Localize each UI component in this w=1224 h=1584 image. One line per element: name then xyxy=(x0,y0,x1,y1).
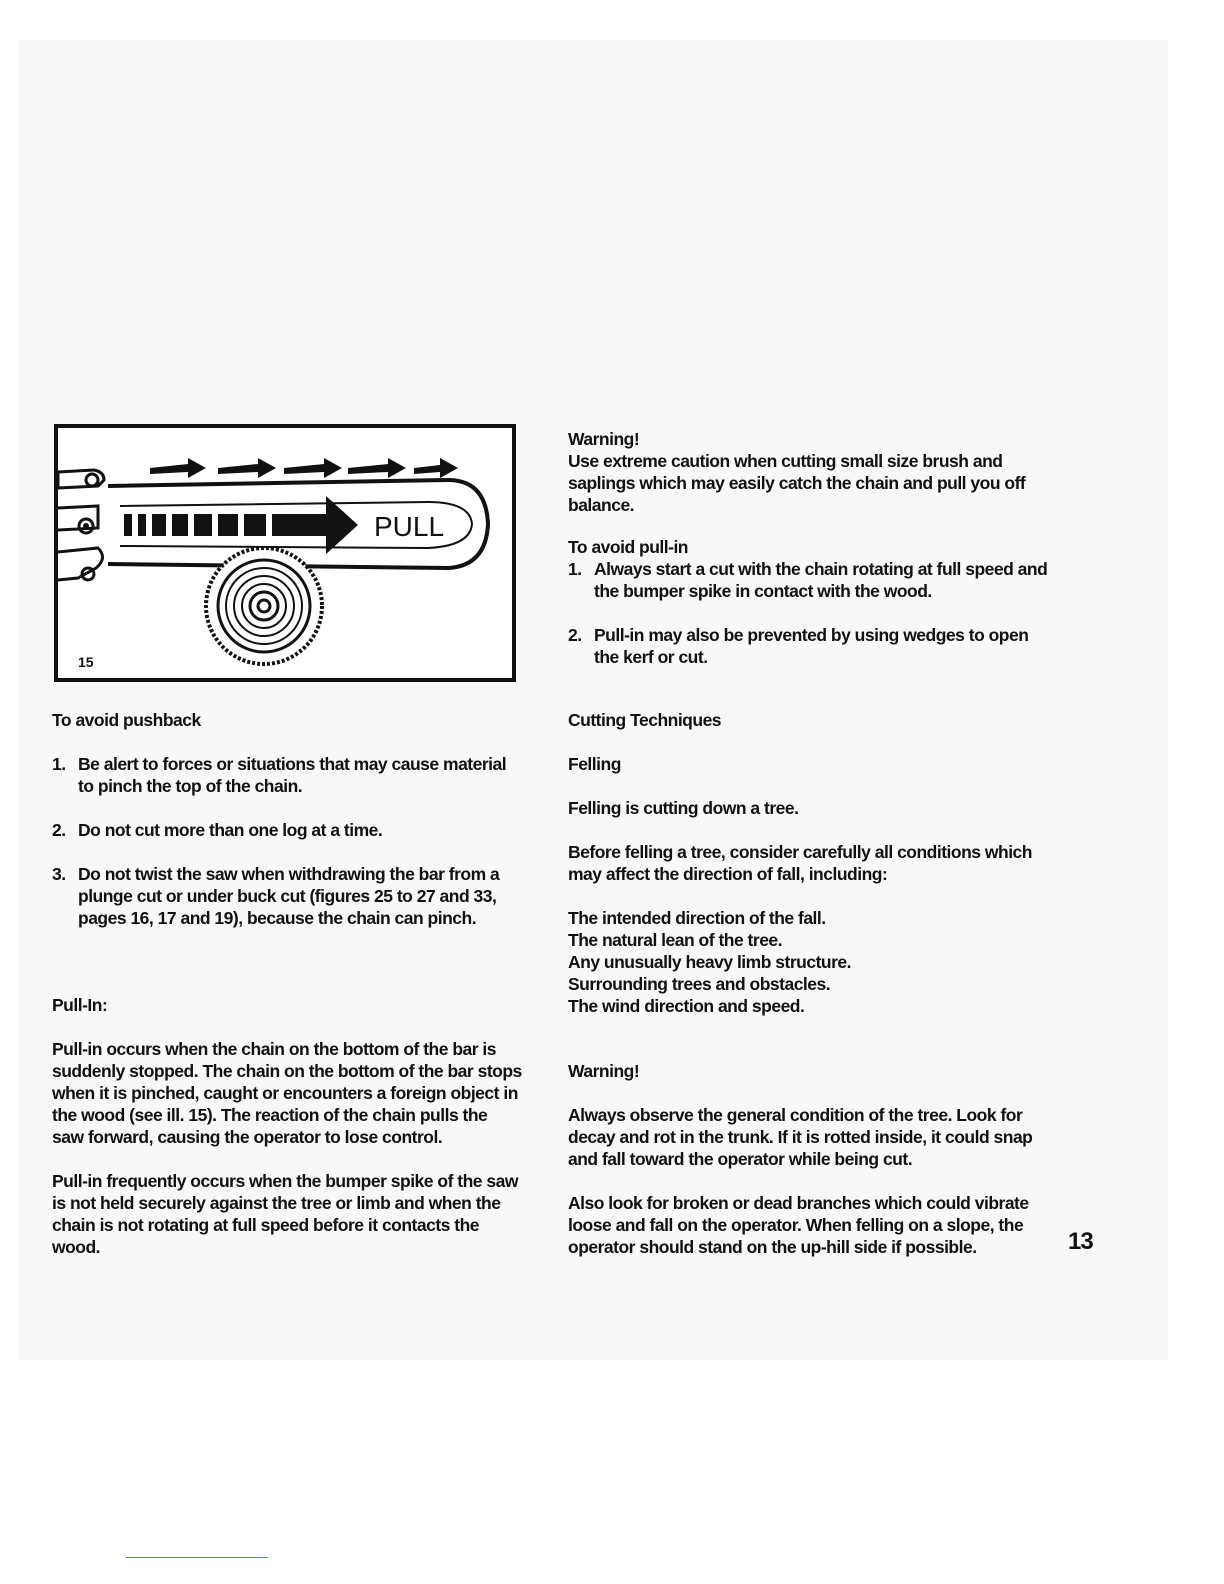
cutting-techniques-section xyxy=(568,709,1048,1017)
page-number: 13 xyxy=(1068,1228,1093,1255)
pullin-text xyxy=(52,1038,522,1258)
figure-number: 15 xyxy=(78,654,94,670)
footer-rule xyxy=(126,1557,268,1558)
warning-2-paragraph-1: Always observe the general condition of the tree. Look for decay and rot in the trunk. If it is rotted inside, it could snap and fall toward the operator while being cut. xyxy=(568,1105,1033,1169)
pullin-paragraph-2: Pull-in frequently occurs when the bumper spike of the saw is not held securely against the tree or limb and when the chain is not rotating at full speed before it contacts the wood. xyxy=(52,1171,518,1257)
chainsaw-pull-in-illustration xyxy=(54,424,516,682)
list-item: 2. Do not cut more than one log at a time. xyxy=(52,820,383,840)
warning-2-section xyxy=(568,1060,1048,1258)
pushback-list xyxy=(52,753,522,929)
pullin-section xyxy=(52,994,522,1016)
pullin-heading: Pull-In: xyxy=(52,995,108,1015)
warning-2-paragraph-2: Also look for broken or dead branches which could vibrate loose and fall on the operator. When felling on a slope, the operator should stand on the up-hill side if possible. xyxy=(568,1193,1029,1257)
pull-label: PULL xyxy=(374,511,445,542)
warning-2-heading: Warning! xyxy=(568,1061,640,1081)
list-item: The intended direction of the fall. xyxy=(568,908,826,928)
cutting-techniques-heading: Cutting Techniques xyxy=(568,710,722,730)
avoid-pullin-section xyxy=(568,536,1048,668)
felling-definition: Felling is cutting down a tree. xyxy=(568,798,799,818)
felling-heading: Felling xyxy=(568,754,621,774)
pushback-heading: To avoid pushback xyxy=(52,710,201,730)
list-item: Surrounding trees and obstacles. xyxy=(568,974,831,994)
pushback-section xyxy=(52,709,522,731)
list-item: The wind direction and speed. xyxy=(568,996,805,1016)
warning-1-section xyxy=(568,428,1048,516)
conditions-list xyxy=(568,907,1048,1017)
list-item: 1. Be alert to forces or situations that may cause material to pinch the top of the chain. xyxy=(52,754,507,796)
log-cross-section xyxy=(206,548,322,664)
list-item: 1. Always start a cut with the chain rotating at full speed and the bumper spike in contact with the wood. xyxy=(568,559,1048,601)
chainsaw-bar-diagram xyxy=(58,428,512,678)
warning-1-text: Use extreme caution when cutting small size brush and saplings which may easily catch the chain and pull you off balance. xyxy=(568,451,1026,515)
list-item: The natural lean of the tree. xyxy=(568,930,783,950)
chain-direction-arrows xyxy=(150,458,458,478)
warning-1-heading: Warning! xyxy=(568,429,640,449)
felling-intro: Before felling a tree, consider carefully all conditions which may affect the direction of fall, including: xyxy=(568,842,1032,884)
pullin-paragraph-1: Pull-in occurs when the chain on the bottom of the bar is suddenly stopped. The chain on the bottom of the bar stops when it is pinched, caught or encounters a foreign object in the wood (see ill. 15). The reaction of the chain pulls the saw forward, causing the operator to lose control. xyxy=(52,1039,522,1147)
list-item: 3. Do not twist the saw when withdrawing the bar from a plunge cut or under buck cut (figures 25 to 27 and 33, pages 16, 17 and 19), because the chain can pinch. xyxy=(52,864,500,928)
list-item: Any unusually heavy limb structure. xyxy=(568,952,851,972)
list-item: 2. Pull-in may also be prevented by using wedges to open the kerf or cut. xyxy=(568,625,1029,667)
avoid-pullin-heading: To avoid pull-in xyxy=(568,537,688,557)
